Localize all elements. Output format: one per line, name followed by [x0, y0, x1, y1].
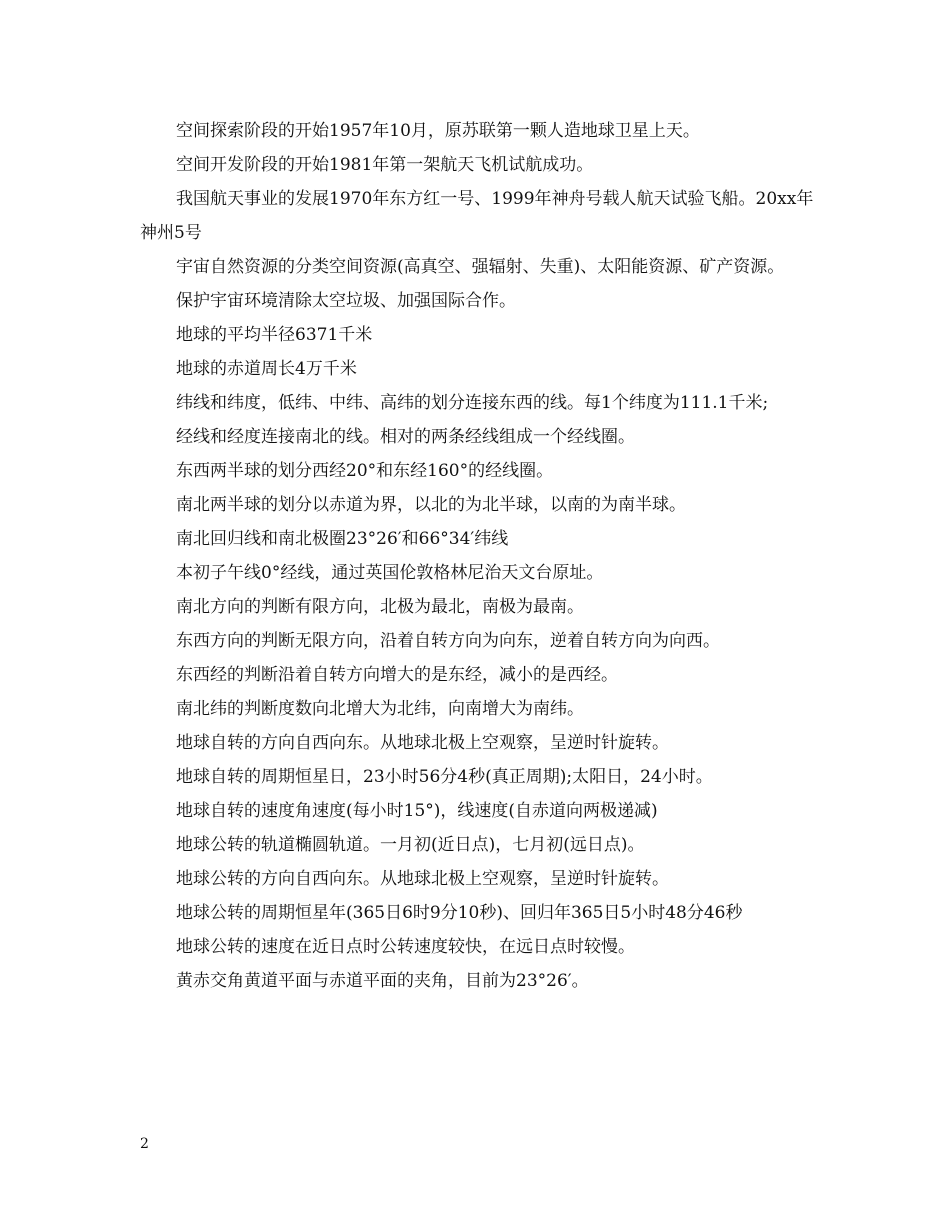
paragraph: 地球公转的速度在近日点时公转速度较快，在远日点时较慢。	[176, 937, 635, 957]
paragraph: 东西方向的判断无限方向，沿着自转方向为向东，逆着自转方向为向西。	[176, 631, 720, 651]
paragraph: 我国航天事业的发展1970年东方红一号、1999年神舟号载人航天试验飞船。20xx年神州5号	[140, 189, 814, 243]
document-body	[140, 114, 820, 998]
paragraph: 空间探索阶段的开始1957年10月，原苏联第一颗人造地球卫星上天。	[176, 121, 700, 141]
paragraph: 东西两半球的划分西经20°和东经160°的经线圈。	[176, 461, 554, 481]
paragraph: 南北回归线和南北极圈23°26′和66°34′纬线	[176, 529, 509, 549]
paragraph: 宇宙自然资源的分类空间资源(高真空、强辐射、失重)、太阳能资源、矿产资源。	[176, 257, 785, 277]
paragraph: 南北方向的判断有限方向，北极为最北，南极为最南。	[176, 597, 584, 617]
paragraph: 经线和经度连接南北的线。相对的两条经线组成一个经线圈。	[176, 427, 635, 447]
paragraph: 地球公转的周期恒星年(365日6时9分10秒)、回归年365日5小时48分46秒	[176, 903, 743, 923]
paragraph: 地球公转的方向自西向东。从地球北极上空观察，呈逆时针旋转。	[176, 869, 669, 889]
paragraph: 地球的赤道周长4万千米	[176, 359, 357, 379]
paragraph: 南北两半球的划分以赤道为界，以北的为北半球，以南的为南半球。	[176, 495, 686, 515]
paragraph: 本初子午线0°经线，通过英国伦敦格林尼治天文台原址。	[176, 563, 604, 583]
paragraph: 纬线和纬度，低纬、中纬、高纬的划分连接东西的线。每1个纬度为111.1千米;	[176, 393, 769, 413]
paragraph: 东西经的判断沿着自转方向增大的是东经，减小的是西经。	[176, 665, 618, 685]
page-number: 2	[140, 1136, 149, 1152]
paragraph: 地球自转的方向自西向东。从地球北极上空观察，呈逆时针旋转。	[176, 733, 669, 753]
paragraph: 地球公转的轨道椭圆轨道。一月初(近日点)，七月初(远日点)。	[176, 835, 645, 855]
paragraph: 空间开发阶段的开始1981年第一架航天飞机试航成功。	[176, 155, 594, 175]
paragraph: 保护宇宙环境清除太空垃圾、加强国际合作。	[176, 291, 516, 311]
paragraph: 黄赤交角黄道平面与赤道平面的夹角，目前为23°26′。	[176, 971, 589, 991]
paragraph: 南北纬的判断度数向北增大为北纬，向南增大为南纬。	[176, 699, 584, 719]
paragraph: 地球自转的速度角速度(每小时15°)，线速度(自赤道向两极递减)	[176, 801, 658, 821]
paragraph: 地球自转的周期恒星日，23小时56分4秒(真正周期);太阳日，24小时。	[176, 767, 713, 787]
paragraph: 地球的平均半径6371千米	[176, 325, 373, 345]
